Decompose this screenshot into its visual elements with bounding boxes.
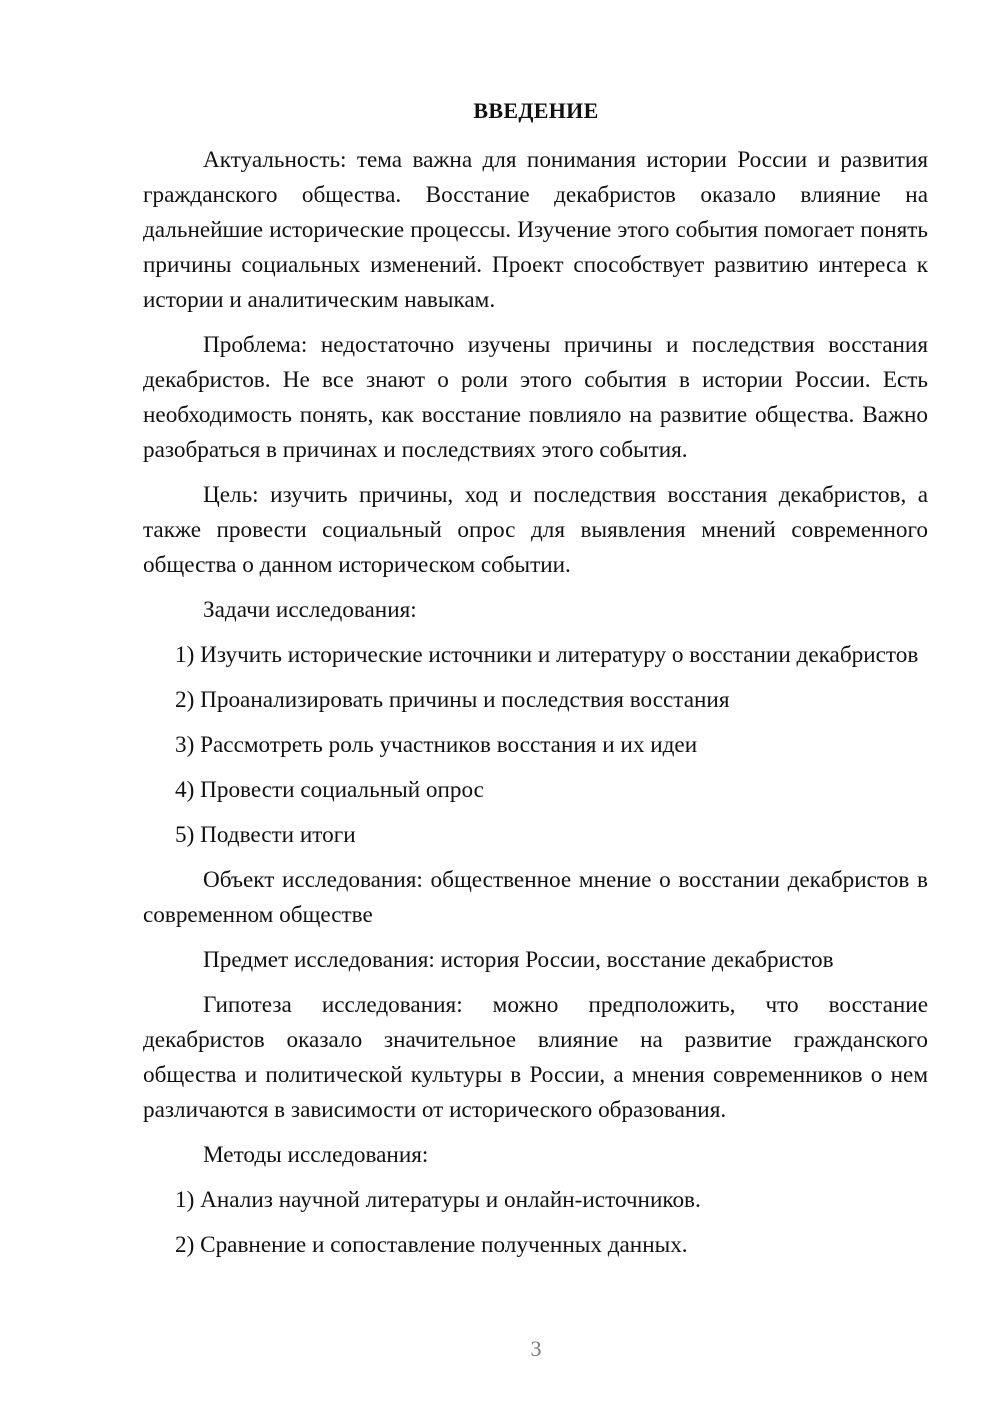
method-item: 2) Сравнение и сопоставление полученных данных. (175, 1232, 688, 1258)
task-item: 1) Изучить исторические источники и литературу о восстании декабристов (175, 642, 919, 668)
task-item: 4) Провести социальный опрос (175, 777, 484, 803)
section-heading: ВВЕДЕНИЕ (473, 98, 599, 123)
goal-paragraph: Цель: изучить причины, ход и последствия восстания декабристов, а также провести социальный опрос для выявления мнений современного общества о данном историческом событии. (143, 482, 928, 578)
method-item: 1) Анализ научной литературы и онлайн-источников. (175, 1187, 701, 1213)
relevance-paragraph: Актуальность: тема важна для понимания истории России и развития гражданского общества. Восстание декабристов оказало влияние на дальнейшие исторические процессы. Изучение этого события помогает понять причины социальных изменений. Проект способствует развитию интереса к истории и аналитическим навыкам. (143, 147, 928, 313)
subject-paragraph: Предмет исследования: история России, восстание декабристов (203, 947, 834, 973)
methods-title: Методы исследования: (203, 1142, 429, 1168)
tasks-title: Задачи исследования: (203, 597, 417, 623)
task-item: 5) Подвести итоги (175, 822, 356, 848)
task-item: 3) Рассмотреть роль участников восстания и их идеи (175, 732, 698, 758)
page-content (143, 143, 928, 1273)
hypothesis-paragraph: Гипотеза исследования: можно предположить, что восстание декабристов оказало значительное влияние на развитие гражданского общества и политической культуры в России, а мнения современников о нем различаются в зависимости от исторического образования. (143, 992, 928, 1123)
task-item: 2) Проанализировать причины и последствия восстания (175, 687, 730, 713)
problem-paragraph: Проблема: недостаточно изучены причины и последствия восстания декабристов. Не все знают о роли этого события в истории России. Есть необходимость понять, как восстание повлияло на развитие общества. Важно разобраться в причинах и последствиях этого события. (143, 332, 928, 463)
object-paragraph: Объект исследования: общественное мнение о восстании декабристов в современном обществе (143, 867, 928, 928)
page-number: 3 (530, 1336, 542, 1361)
